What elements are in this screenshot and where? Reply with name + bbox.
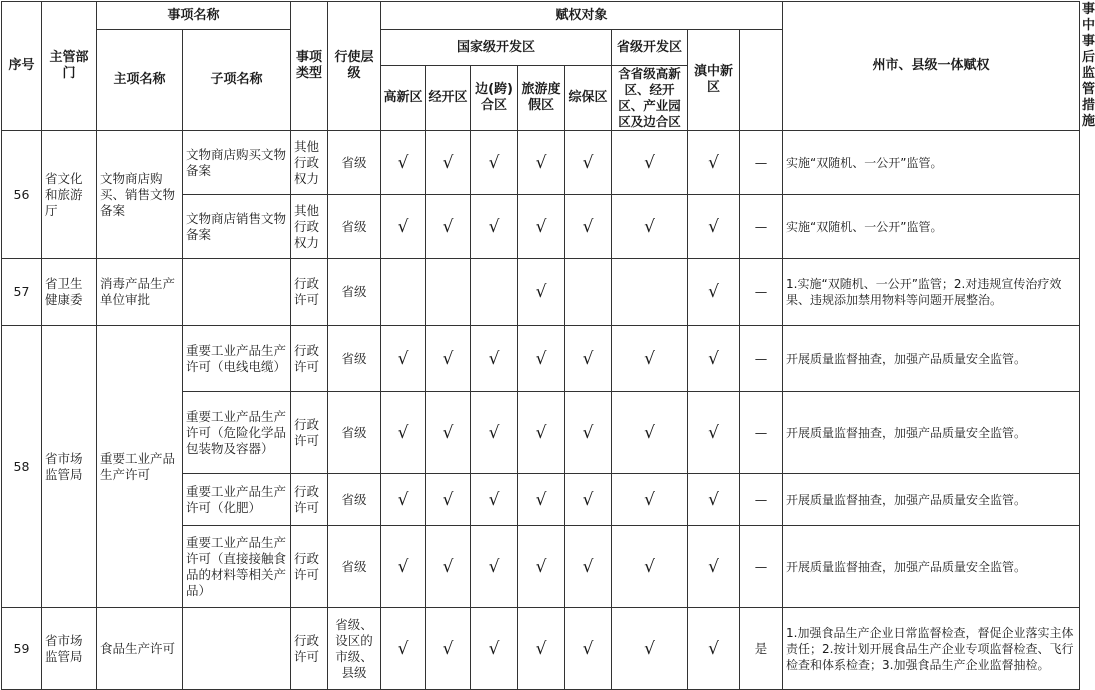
grant-check-cell: √ — [612, 608, 688, 690]
type-cell: 行政许可 — [291, 259, 328, 326]
grant-check-cell: √ — [471, 326, 518, 392]
measure-cell: 开展质量监督抽查，加强产品质量安全监管。 — [783, 526, 1080, 608]
city-grant-cell: — — [740, 392, 783, 474]
grant-check-cell: √ — [518, 259, 565, 326]
grant-check-cell: √ — [518, 195, 565, 259]
sub-item-cell: 重要工业产品生产许可（危险化学品包装物及容器） — [183, 392, 291, 474]
header-main-item: 主项名称 — [97, 30, 183, 131]
grant-check-cell: √ — [426, 326, 471, 392]
level-cell: 省级 — [328, 392, 381, 474]
grant-check-cell: √ — [612, 474, 688, 526]
grant-check-cell: √ — [471, 474, 518, 526]
measure-cell: 开展质量监督抽查，加强产品质量安全监管。 — [783, 326, 1080, 392]
grant-check-cell: √ — [381, 131, 426, 195]
supervision-table: 序号 主管部门 事项名称 事项类型 行使层级 赋权对象 州市、县级一体赋权 事中事后监管措施 主项名称 子项名称 国家级开发区 省级开发区 滇中新区 高新区 经开区 边(跨)合区 旅游度假区 综保区 含省级高新区、经开区、产业园区及边合区 56 省文化和旅游厅 文物商店购买、销售文物备案 文物商店购买文物备案 其他行政权力 省级 √ √ √ √ √ √ √ — 实施“双随机、一公开”监管。 文物商店销售文物备案 其他行政权力 省级 √ √ √ √ √ √ √ — 实施“双随机、一公开”监管。 57 省卫生健康委 消毒产品生产单位审批 行政许可 省级 √ √ — 1.实施“双随机、一公开”监管；2.对违规宣传治疗效果、违规添加禁用物料等问题开展整治。 58 省市场监管局 重要工业产品生产许可 重要工业产品生产许可（电线电缆） 行政许可 省级 √ √ √ √ √ √ √ — 开展质量监督抽查，加强产品质量安全监管。 重要工业产品生产许可（危险化学品包装物及容器） 行政许可 省级 √ √ √ √ √ √ √ — 开展质量监督抽查，加强产品质量安全监管。 重要工业产品生产许可（化肥） 行政许可 省级 √ √ √ √ √ √ √ — 开展质量监督抽查，加强产品质量安全监管。 重要工业产品生产许可（直接接触食品的材料等相关产品） 行政许可 省级 √ √ √ √ √ √ √ — 开展质量监督抽查，加强产品质量安全监管。 59 省市场监管局 食品生产许可 行政许可 省级、设区的市级、县级 √ √ √ √ √ √ √ 是 1.加强食品生产企业日常监督检查，督促企业落实主体责任；2.按计划开展食品生产企业专项监督检查、飞行检查和体系检查；3.加强食品生产企业监督抽检。 — [1, 1, 1080, 690]
measure-cell: 实施“双随机、一公开”监管。 — [783, 131, 1080, 195]
grant-check-cell: √ — [518, 526, 565, 608]
grant-check-cell: √ — [381, 526, 426, 608]
header-city: 州市、县级一体赋权 — [783, 2, 1080, 131]
grant-check-cell: √ — [381, 326, 426, 392]
grant-check-cell — [612, 259, 688, 326]
dept-cell: 省文化和旅游厅 — [42, 131, 97, 259]
grant-check-cell: √ — [518, 131, 565, 195]
level-cell: 省级 — [328, 326, 381, 392]
grant-check-cell: √ — [688, 195, 740, 259]
seq-cell: 59 — [2, 608, 42, 690]
header-provincial: 省级开发区 — [612, 30, 688, 66]
city-grant-cell: — — [740, 195, 783, 259]
grant-check-cell: √ — [565, 608, 612, 690]
grant-check-cell: √ — [688, 326, 740, 392]
type-cell: 其他行政权力 — [291, 131, 328, 195]
grant-check-cell: √ — [565, 526, 612, 608]
type-cell: 行政许可 — [291, 326, 328, 392]
grant-check-cell: √ — [565, 326, 612, 392]
main-item-cell: 文物商店购买、销售文物备案 — [97, 131, 183, 259]
sub-item-cell — [183, 608, 291, 690]
grant-check-cell: √ — [471, 131, 518, 195]
table-row — [2, 326, 1080, 392]
grant-check-cell: √ — [381, 608, 426, 690]
header-item-group: 事项名称 — [97, 2, 291, 30]
main-item-cell: 食品生产许可 — [97, 608, 183, 690]
grant-check-cell: √ — [612, 195, 688, 259]
grant-check-cell: √ — [426, 526, 471, 608]
sub-item-cell: 重要工业产品生产许可（化肥） — [183, 474, 291, 526]
sub-item-cell: 文物商店销售文物备案 — [183, 195, 291, 259]
grant-check-cell: √ — [688, 131, 740, 195]
seq-cell: 57 — [2, 259, 42, 326]
sub-item-cell — [183, 259, 291, 326]
type-cell: 行政许可 — [291, 392, 328, 474]
header-level: 行使层级 — [328, 2, 381, 131]
header-dept: 主管部门 — [42, 2, 97, 131]
header-border: 边(跨)合区 — [471, 66, 518, 131]
measure-cell: 开展质量监督抽查，加强产品质量安全监管。 — [783, 392, 1080, 474]
type-cell: 行政许可 — [291, 526, 328, 608]
city-grant-cell: — — [740, 526, 783, 608]
type-cell: 其他行政权力 — [291, 195, 328, 259]
grant-check-cell — [565, 259, 612, 326]
header-type: 事项类型 — [291, 2, 328, 131]
grant-check-cell: √ — [612, 131, 688, 195]
seq-cell: 56 — [2, 131, 42, 259]
level-cell: 省级 — [328, 526, 381, 608]
header-tourism: 旅游度假区 — [518, 66, 565, 131]
measure-cell: 开展质量监督抽查，加强产品质量安全监管。 — [783, 474, 1080, 526]
header-grant-group: 赋权对象 — [381, 2, 783, 30]
level-cell: 省级 — [328, 131, 381, 195]
table-row — [2, 131, 1080, 195]
table-row — [2, 259, 1080, 326]
measure-cell: 实施“双随机、一公开”监管。 — [783, 195, 1080, 259]
grant-check-cell: √ — [688, 526, 740, 608]
grant-check-cell: √ — [426, 392, 471, 474]
main-item-cell: 重要工业产品生产许可 — [97, 326, 183, 608]
city-grant-cell: — — [740, 259, 783, 326]
measure-cell: 1.实施“双随机、一公开”监管；2.对违规宣传治疗效果、违规添加禁用物料等问题开展整治。 — [783, 259, 1080, 326]
sub-item-cell: 重要工业产品生产许可（直接接触食品的材料等相关产品） — [183, 526, 291, 608]
grant-check-cell: √ — [518, 392, 565, 474]
grant-check-cell: √ — [688, 608, 740, 690]
measure-cell: 1.加强食品生产企业日常监督检查，督促企业落实主体责任；2.按计划开展食品生产企业专项监督检查、飞行检查和体系检查；3.加强食品生产企业监督抽检。 — [783, 608, 1080, 690]
grant-check-cell: √ — [471, 392, 518, 474]
grant-check-cell — [381, 259, 426, 326]
grant-check-cell: √ — [518, 474, 565, 526]
grant-check-cell: √ — [565, 392, 612, 474]
city-grant-cell: — — [740, 131, 783, 195]
table-body — [2, 131, 1080, 690]
type-cell: 行政许可 — [291, 474, 328, 526]
dept-cell: 省市场监管局 — [42, 608, 97, 690]
grant-check-cell: √ — [426, 608, 471, 690]
grant-check-cell: √ — [381, 195, 426, 259]
main-item-cell: 消毒产品生产单位审批 — [97, 259, 183, 326]
city-grant-cell: 是 — [740, 608, 783, 690]
grant-check-cell — [426, 259, 471, 326]
header-sub-item: 子项名称 — [183, 30, 291, 131]
grant-check-cell: √ — [426, 131, 471, 195]
grant-check-cell: √ — [612, 392, 688, 474]
grant-check-cell: √ — [381, 474, 426, 526]
table-row — [2, 608, 1080, 690]
header-hightech: 高新区 — [381, 66, 426, 131]
grant-check-cell: √ — [688, 259, 740, 326]
level-cell: 省级 — [328, 474, 381, 526]
grant-check-cell: √ — [565, 195, 612, 259]
grant-check-cell: √ — [688, 392, 740, 474]
grant-check-cell: √ — [612, 526, 688, 608]
header-prov-all: 含省级高新区、经开区、产业园区及边合区 — [612, 66, 688, 131]
grant-check-cell: √ — [471, 195, 518, 259]
grant-check-cell: √ — [518, 326, 565, 392]
city-grant-cell: — — [740, 326, 783, 392]
level-cell: 省级、设区的市级、县级 — [328, 608, 381, 690]
type-cell: 行政许可 — [291, 608, 328, 690]
grant-check-cell: √ — [426, 195, 471, 259]
dept-cell: 省市场监管局 — [42, 326, 97, 608]
grant-check-cell: √ — [688, 474, 740, 526]
header-bonded: 综保区 — [565, 66, 612, 131]
header-econ: 经开区 — [426, 66, 471, 131]
grant-check-cell: √ — [565, 131, 612, 195]
sub-item-cell: 文物商店购买文物备案 — [183, 131, 291, 195]
level-cell: 省级 — [328, 195, 381, 259]
grant-check-cell: √ — [612, 326, 688, 392]
header-national: 国家级开发区 — [381, 30, 612, 66]
seq-cell: 58 — [2, 326, 42, 608]
dept-cell: 省卫生健康委 — [42, 259, 97, 326]
grant-check-cell: √ — [381, 392, 426, 474]
grant-check-cell: √ — [471, 526, 518, 608]
level-cell: 省级 — [328, 259, 381, 326]
grant-check-cell: √ — [471, 608, 518, 690]
city-grant-cell: — — [740, 474, 783, 526]
grant-check-cell: √ — [565, 474, 612, 526]
header-dianzhong: 滇中新区 — [688, 30, 740, 131]
grant-check-cell: √ — [518, 608, 565, 690]
grant-check-cell: √ — [426, 474, 471, 526]
sub-item-cell: 重要工业产品生产许可（电线电缆） — [183, 326, 291, 392]
header-seq: 序号 — [2, 2, 42, 131]
grant-check-cell — [471, 259, 518, 326]
